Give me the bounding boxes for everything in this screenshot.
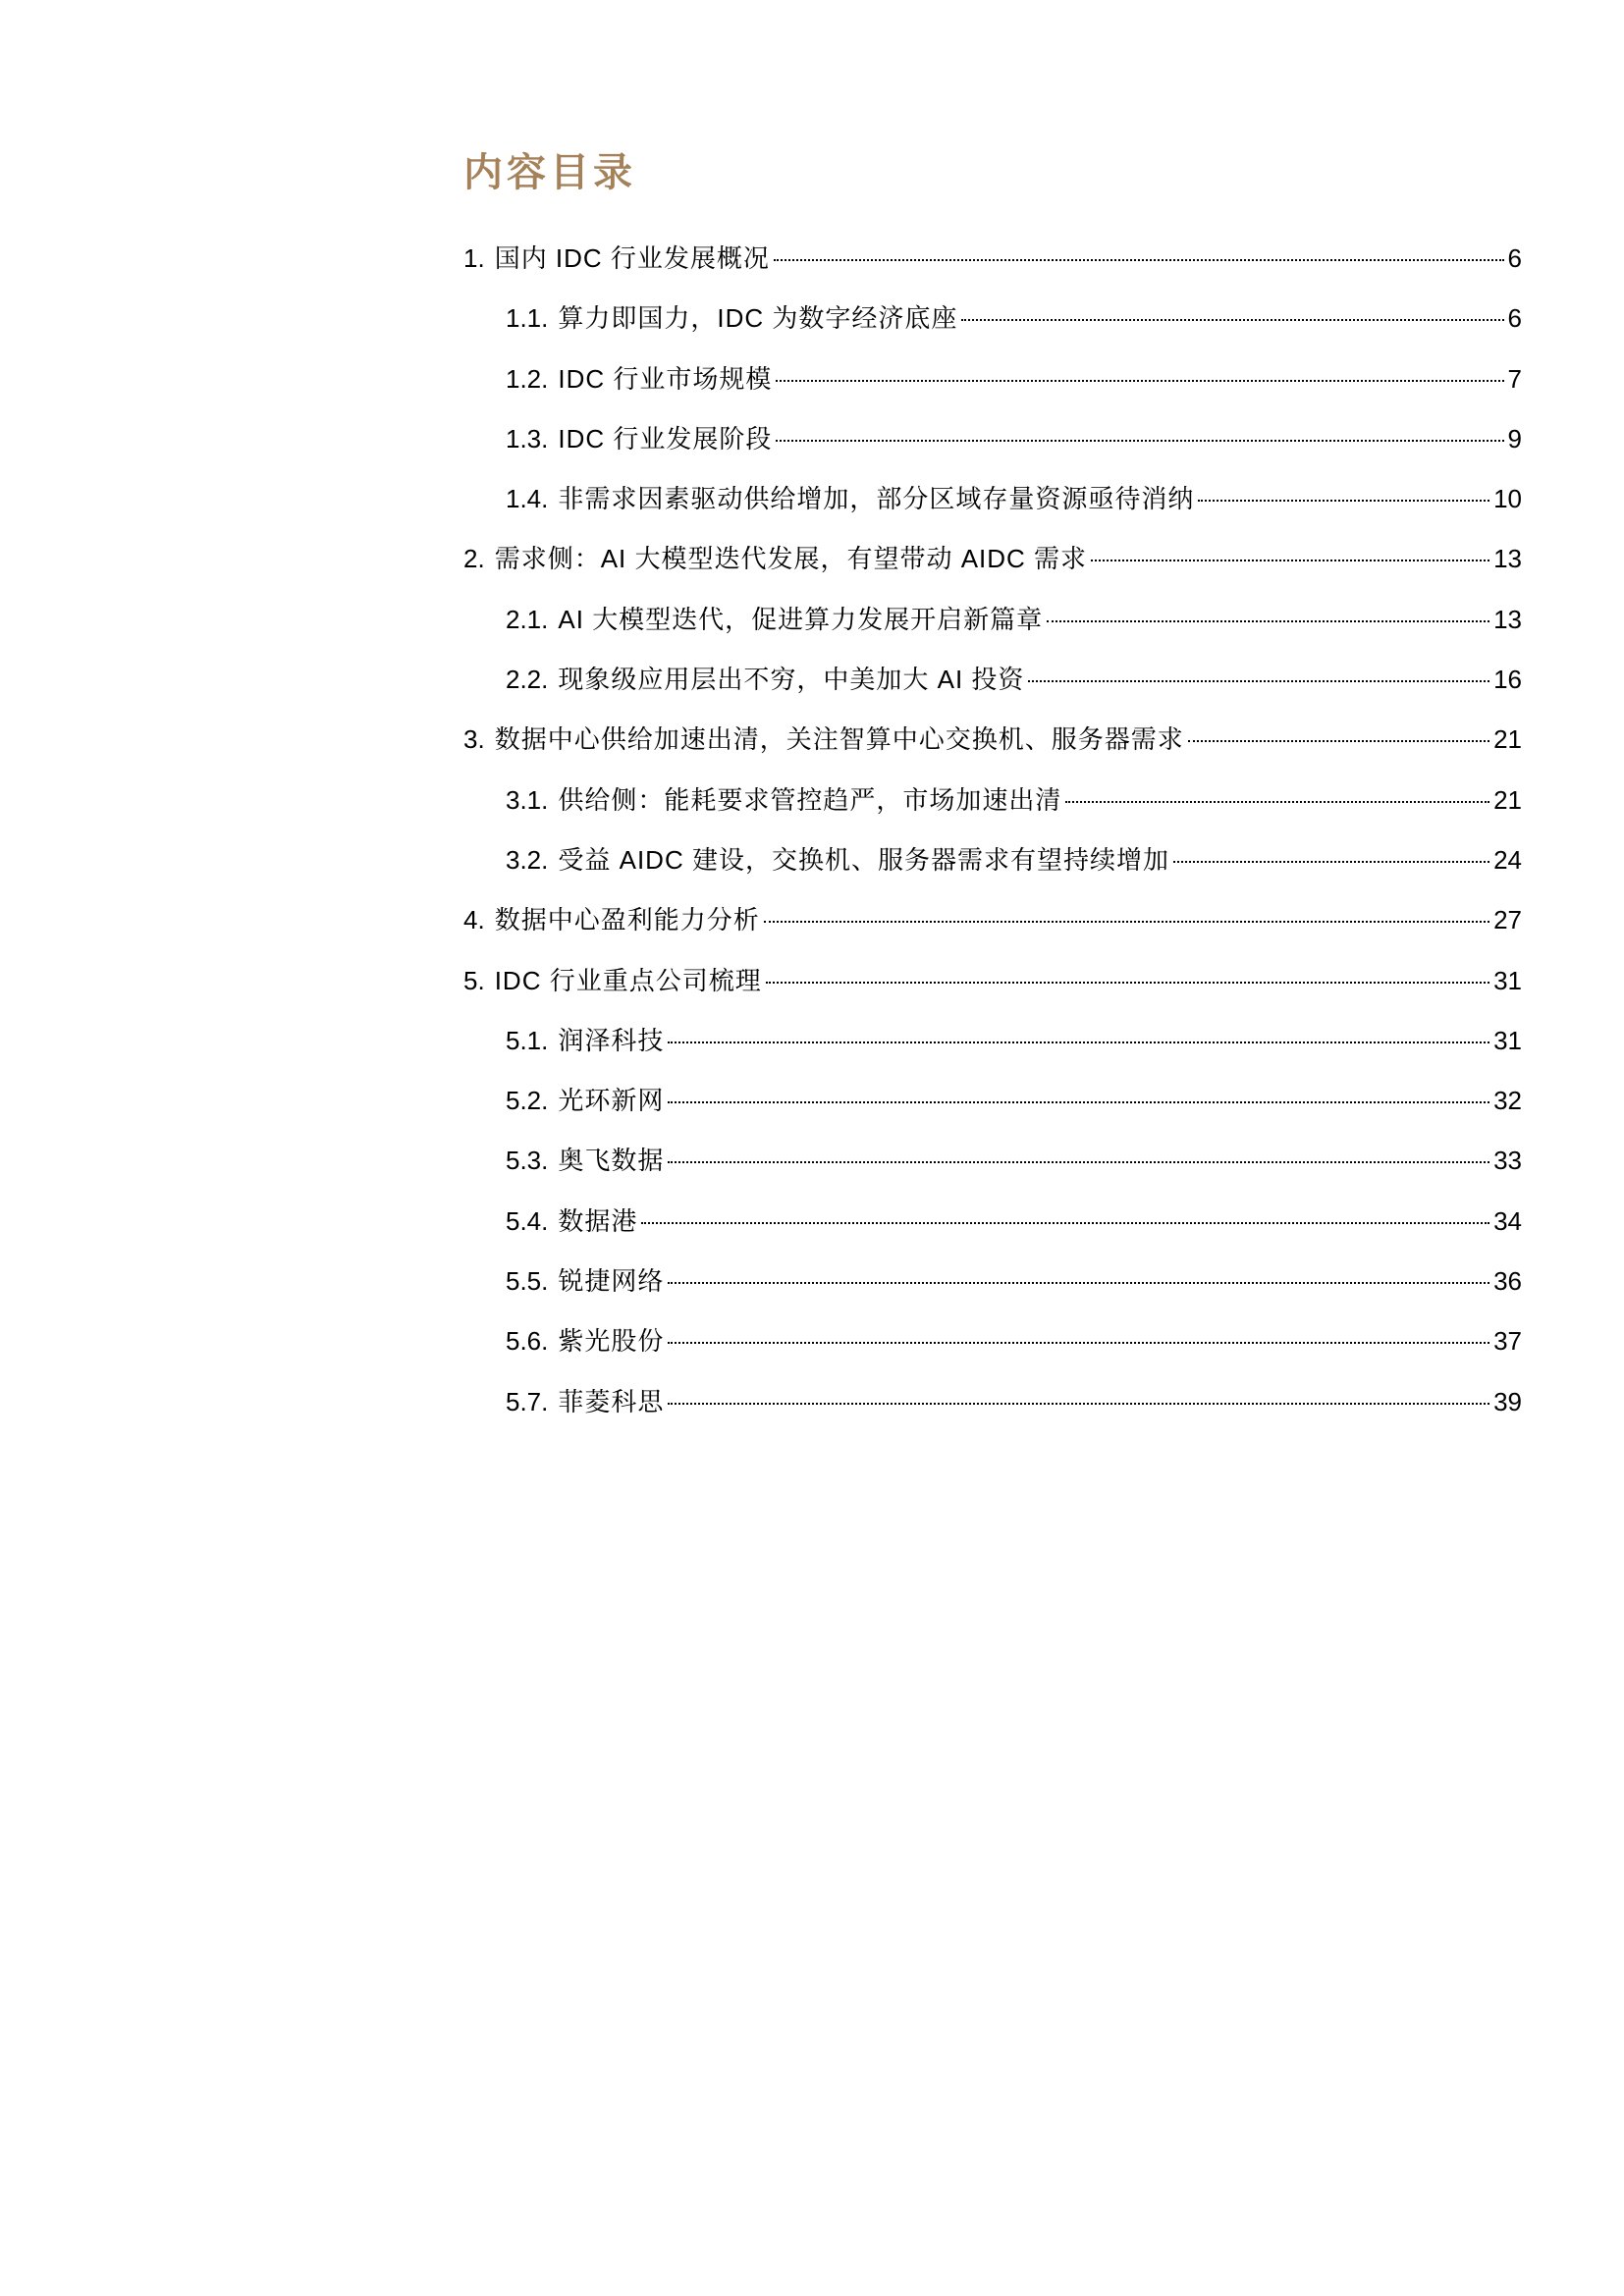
dot-leader — [776, 380, 1503, 382]
toc-entry-5-3[interactable] — [463, 1141, 1522, 1201]
toc-entry-number: 2. — [463, 544, 485, 574]
toc-entry-5[interactable] — [463, 961, 1522, 1021]
toc-entry-page: 16 — [1493, 665, 1522, 695]
toc-entry-number: 1.4. — [506, 484, 549, 514]
toc-entry-text: AI 大模型迭代，促进算力发展开启新篇章 — [558, 604, 1044, 634]
toc-entry-5-5[interactable] — [463, 1261, 1522, 1321]
dot-leader — [668, 1342, 1489, 1344]
toc-entry-text: 奥飞数据 — [558, 1146, 665, 1176]
toc-entry-page: 31 — [1493, 965, 1522, 995]
toc-entry-number: 5.7. — [506, 1386, 549, 1416]
toc-entry-number: 5.5. — [506, 1266, 549, 1297]
dot-leader — [668, 1101, 1489, 1103]
dot-leader — [668, 1041, 1489, 1043]
toc-entry-text: 光环新网 — [558, 1086, 665, 1116]
toc-entry-2[interactable] — [463, 539, 1522, 599]
toc-entry-2-1[interactable] — [463, 600, 1522, 660]
toc-entry-text: IDC 行业重点公司梳理 — [494, 965, 762, 995]
toc-entry-page: 39 — [1493, 1386, 1522, 1416]
toc-entry-5-2[interactable] — [463, 1081, 1522, 1141]
dot-leader — [668, 1282, 1489, 1284]
toc-entry-page: 24 — [1493, 844, 1522, 875]
toc-entry-page: 37 — [1493, 1326, 1522, 1357]
toc-entry-page: 34 — [1493, 1205, 1522, 1236]
toc-entry-number: 1.2. — [506, 363, 549, 394]
toc-entry-number: 3.1. — [506, 784, 549, 815]
dot-leader — [1091, 560, 1489, 561]
toc-entry-5-7[interactable] — [463, 1382, 1522, 1442]
toc-entry-page: 21 — [1493, 784, 1522, 815]
toc-entry-text: 现象级应用层出不穷，中美加大 AI 投资 — [558, 665, 1025, 695]
toc-entry-page: 9 — [1507, 423, 1522, 454]
toc-entry-page: 10 — [1493, 484, 1522, 514]
toc-entry-page: 27 — [1493, 905, 1522, 935]
toc-entry-5-4[interactable] — [463, 1201, 1522, 1261]
toc-entry-number: 5. — [463, 965, 485, 995]
toc-entry-page: 21 — [1493, 724, 1522, 755]
dot-leader — [1173, 861, 1489, 863]
toc-entry-text: 非需求因素驱动供给增加，部分区域存量资源亟待消纳 — [558, 484, 1195, 514]
toc-entry-text: IDC 行业市场规模 — [558, 363, 773, 394]
toc-entry-text: 数据中心盈利能力分析 — [494, 905, 760, 935]
toc-entry-3[interactable] — [463, 720, 1522, 779]
toc-entry-text: 锐捷网络 — [558, 1266, 665, 1297]
toc-entry-text: 润泽科技 — [558, 1025, 665, 1055]
toc-entry-text: 菲菱科思 — [558, 1386, 665, 1416]
toc-entry-number: 5.3. — [506, 1146, 549, 1176]
toc-entry-number: 2.2. — [506, 665, 549, 695]
toc-entry-page: 13 — [1493, 604, 1522, 634]
toc-entry-text: 供给侧：能耗要求管控趋严，市场加速出清 — [558, 784, 1062, 815]
toc-entry-number: 1. — [463, 243, 485, 273]
toc-entry-page: 6 — [1507, 303, 1522, 334]
toc-entry-3-2[interactable] — [463, 840, 1522, 900]
dot-leader — [774, 259, 1504, 261]
toc-entry-text: 需求侧：AI 大模型迭代发展，有望带动 AIDC 需求 — [494, 544, 1088, 574]
toc-entry-number: 5.6. — [506, 1326, 549, 1357]
dot-leader — [776, 440, 1503, 442]
toc-entry-2-2[interactable] — [463, 660, 1522, 720]
dot-leader — [641, 1222, 1489, 1224]
dot-leader — [1028, 680, 1489, 682]
toc-entry-page: 6 — [1507, 243, 1522, 273]
toc-entry-text: 国内 IDC 行业发展概况 — [494, 243, 770, 273]
toc-entry-page: 33 — [1493, 1146, 1522, 1176]
toc-entry-page: 36 — [1493, 1266, 1522, 1297]
toc-entry-text: 受益 AIDC 建设，交换机、服务器需求有望持续增加 — [558, 844, 1169, 875]
toc-entry-5-1[interactable] — [463, 1021, 1522, 1081]
toc-entry-text: 数据港 — [558, 1205, 638, 1236]
dot-leader — [668, 1403, 1489, 1405]
toc-entry-page: 13 — [1493, 544, 1522, 574]
toc-entry-number: 5.4. — [506, 1205, 549, 1236]
toc-entry-number: 5.2. — [506, 1086, 549, 1116]
dot-leader — [961, 319, 1503, 321]
dot-leader — [1198, 500, 1489, 502]
toc-entry-number: 5.1. — [506, 1025, 549, 1055]
toc-entry-number: 1.1. — [506, 303, 549, 334]
toc-entry-page: 7 — [1507, 363, 1522, 394]
toc-entry-text: 数据中心供给加速出清，关注智算中心交换机、服务器需求 — [494, 724, 1184, 755]
toc-entry-1-3[interactable] — [463, 419, 1522, 479]
toc-entry-text: 算力即国力，IDC 为数字经济底座 — [558, 303, 958, 334]
toc-entry-1[interactable] — [463, 239, 1522, 298]
toc-entry-number: 4. — [463, 905, 485, 935]
toc-entry-page: 32 — [1493, 1086, 1522, 1116]
toc-entry-number: 3.2. — [506, 844, 549, 875]
toc-entry-1-1[interactable] — [463, 298, 1522, 358]
toc-entry-text: 紫光股份 — [558, 1326, 665, 1357]
dot-leader — [1188, 740, 1489, 742]
dot-leader — [766, 982, 1489, 984]
dot-leader — [764, 921, 1489, 923]
toc-entry-number: 3. — [463, 724, 485, 755]
toc-entry-number: 1.3. — [506, 423, 549, 454]
toc-entry-1-4[interactable] — [463, 479, 1522, 539]
dot-leader — [1065, 801, 1489, 803]
toc-title: 内容目录 — [463, 149, 636, 195]
toc-entry-5-6[interactable] — [463, 1321, 1522, 1381]
toc-entry-3-1[interactable] — [463, 780, 1522, 840]
toc-entry-text: IDC 行业发展阶段 — [558, 423, 773, 454]
toc-entry-4[interactable] — [463, 900, 1522, 960]
toc-entry-page: 31 — [1493, 1025, 1522, 1055]
table-of-contents — [463, 239, 1522, 1442]
toc-entry-1-2[interactable] — [463, 359, 1522, 419]
dot-leader — [1047, 620, 1489, 622]
toc-entry-number: 2.1. — [506, 604, 549, 634]
dot-leader — [668, 1161, 1489, 1163]
